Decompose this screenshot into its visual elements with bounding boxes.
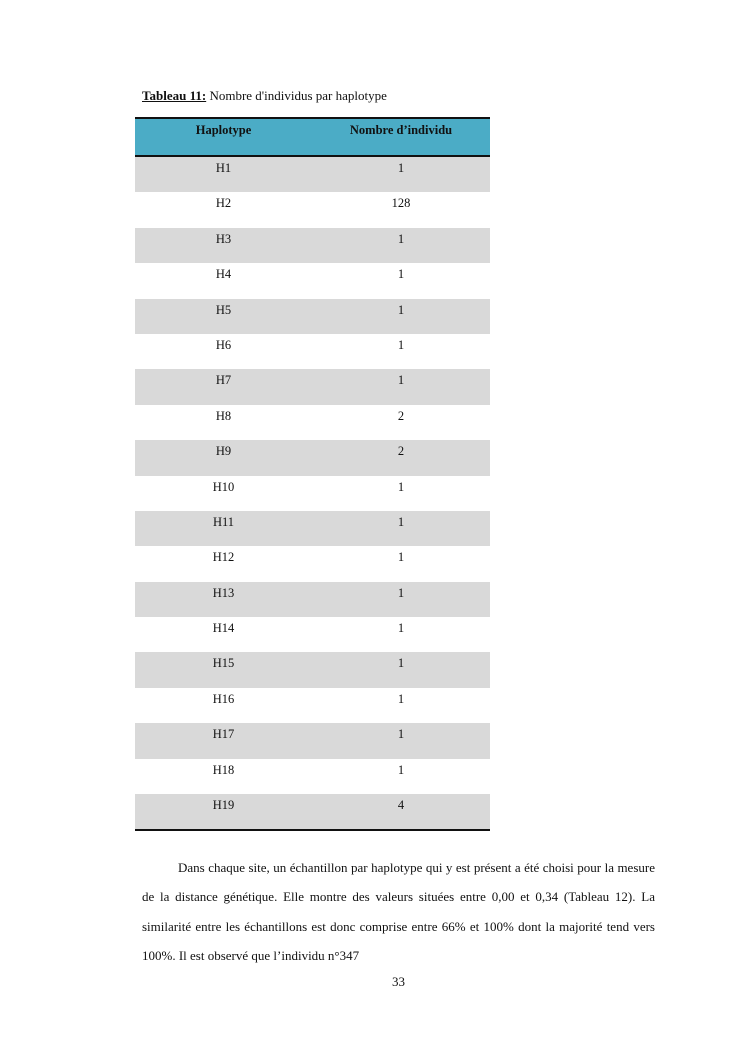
cell-haplotype: H4 xyxy=(215,267,232,282)
page-number: 33 xyxy=(392,974,405,989)
cell-count: 1 xyxy=(397,762,405,777)
cell-haplotype: H10 xyxy=(212,479,235,494)
cell-count: 1 xyxy=(397,231,405,246)
cell-haplotype: H15 xyxy=(212,656,235,671)
cell-haplotype: H7 xyxy=(215,373,232,388)
cell-count: 1 xyxy=(397,337,405,352)
cell-count: 1 xyxy=(397,691,405,706)
cell-count: 1 xyxy=(397,727,405,742)
table-row xyxy=(135,723,490,758)
cell-count: 2 xyxy=(397,408,405,423)
table-row xyxy=(135,228,490,263)
cell-haplotype: H8 xyxy=(215,408,232,423)
paragraph-text: Dans chaque site, un échantillon par haplotype qui y est présent a été choisi pour la mesure de la distance génétique. Elle montre des valeurs situées entre 0,00 et 0,34 (Tableau 12). La similarité entre les échantillons est donc comprise entre 66% et 100% dont la majorité tend vers 100%. Il est observé que l’individu n°347 xyxy=(142,860,655,963)
table-caption xyxy=(142,88,387,104)
cell-haplotype: H16 xyxy=(212,691,235,706)
cell-haplotype: H19 xyxy=(212,798,235,813)
cell-haplotype: H12 xyxy=(212,550,235,565)
cell-haplotype: H1 xyxy=(215,161,232,175)
cell-count: 1 xyxy=(397,302,405,317)
table-row xyxy=(135,334,490,369)
cell-haplotype: H6 xyxy=(215,337,232,352)
cell-haplotype: H2 xyxy=(215,196,232,211)
cell-count: 1 xyxy=(397,585,405,600)
cell-count: 4 xyxy=(397,798,405,813)
table-body xyxy=(135,157,490,829)
table-header-row xyxy=(135,119,490,157)
cell-count: 128 xyxy=(391,196,411,211)
table-row xyxy=(135,369,490,404)
cell-haplotype: H13 xyxy=(212,585,235,600)
cell-count: 1 xyxy=(397,550,405,565)
table-row xyxy=(135,440,490,475)
cell-count: 1 xyxy=(397,373,405,388)
cell-count: 1 xyxy=(397,267,405,282)
cell-haplotype: H11 xyxy=(212,514,235,529)
table-row xyxy=(135,405,490,440)
table-row xyxy=(135,157,490,192)
table-row xyxy=(135,582,490,617)
cell-haplotype: H3 xyxy=(215,231,232,246)
body-paragraph xyxy=(142,853,655,970)
table-row xyxy=(135,546,490,581)
table-row xyxy=(135,511,490,546)
table-row xyxy=(135,794,490,829)
cell-count: 1 xyxy=(397,514,405,529)
cell-haplotype: H17 xyxy=(212,727,235,742)
cell-haplotype: H9 xyxy=(215,444,232,459)
header-count: Nombre d’individu xyxy=(349,123,453,137)
haplotype-table xyxy=(135,117,490,831)
cell-count: 1 xyxy=(397,161,405,175)
cell-haplotype: H14 xyxy=(212,621,235,636)
table-row xyxy=(135,192,490,227)
table-row xyxy=(135,617,490,652)
cell-haplotype: H18 xyxy=(212,762,235,777)
cell-count: 1 xyxy=(397,621,405,636)
table-row xyxy=(135,263,490,298)
table-row xyxy=(135,759,490,794)
table-row xyxy=(135,476,490,511)
table-row xyxy=(135,299,490,334)
cell-count: 2 xyxy=(397,444,405,459)
caption-text: Nombre d'individus par haplotype xyxy=(206,88,387,103)
table-row xyxy=(135,652,490,687)
caption-label: Tableau 11: xyxy=(142,88,207,103)
cell-count: 1 xyxy=(397,479,405,494)
cell-haplotype: H5 xyxy=(215,302,232,317)
header-haplotype: Haplotype xyxy=(195,123,252,137)
cell-count: 1 xyxy=(397,656,405,671)
table-row xyxy=(135,688,490,723)
